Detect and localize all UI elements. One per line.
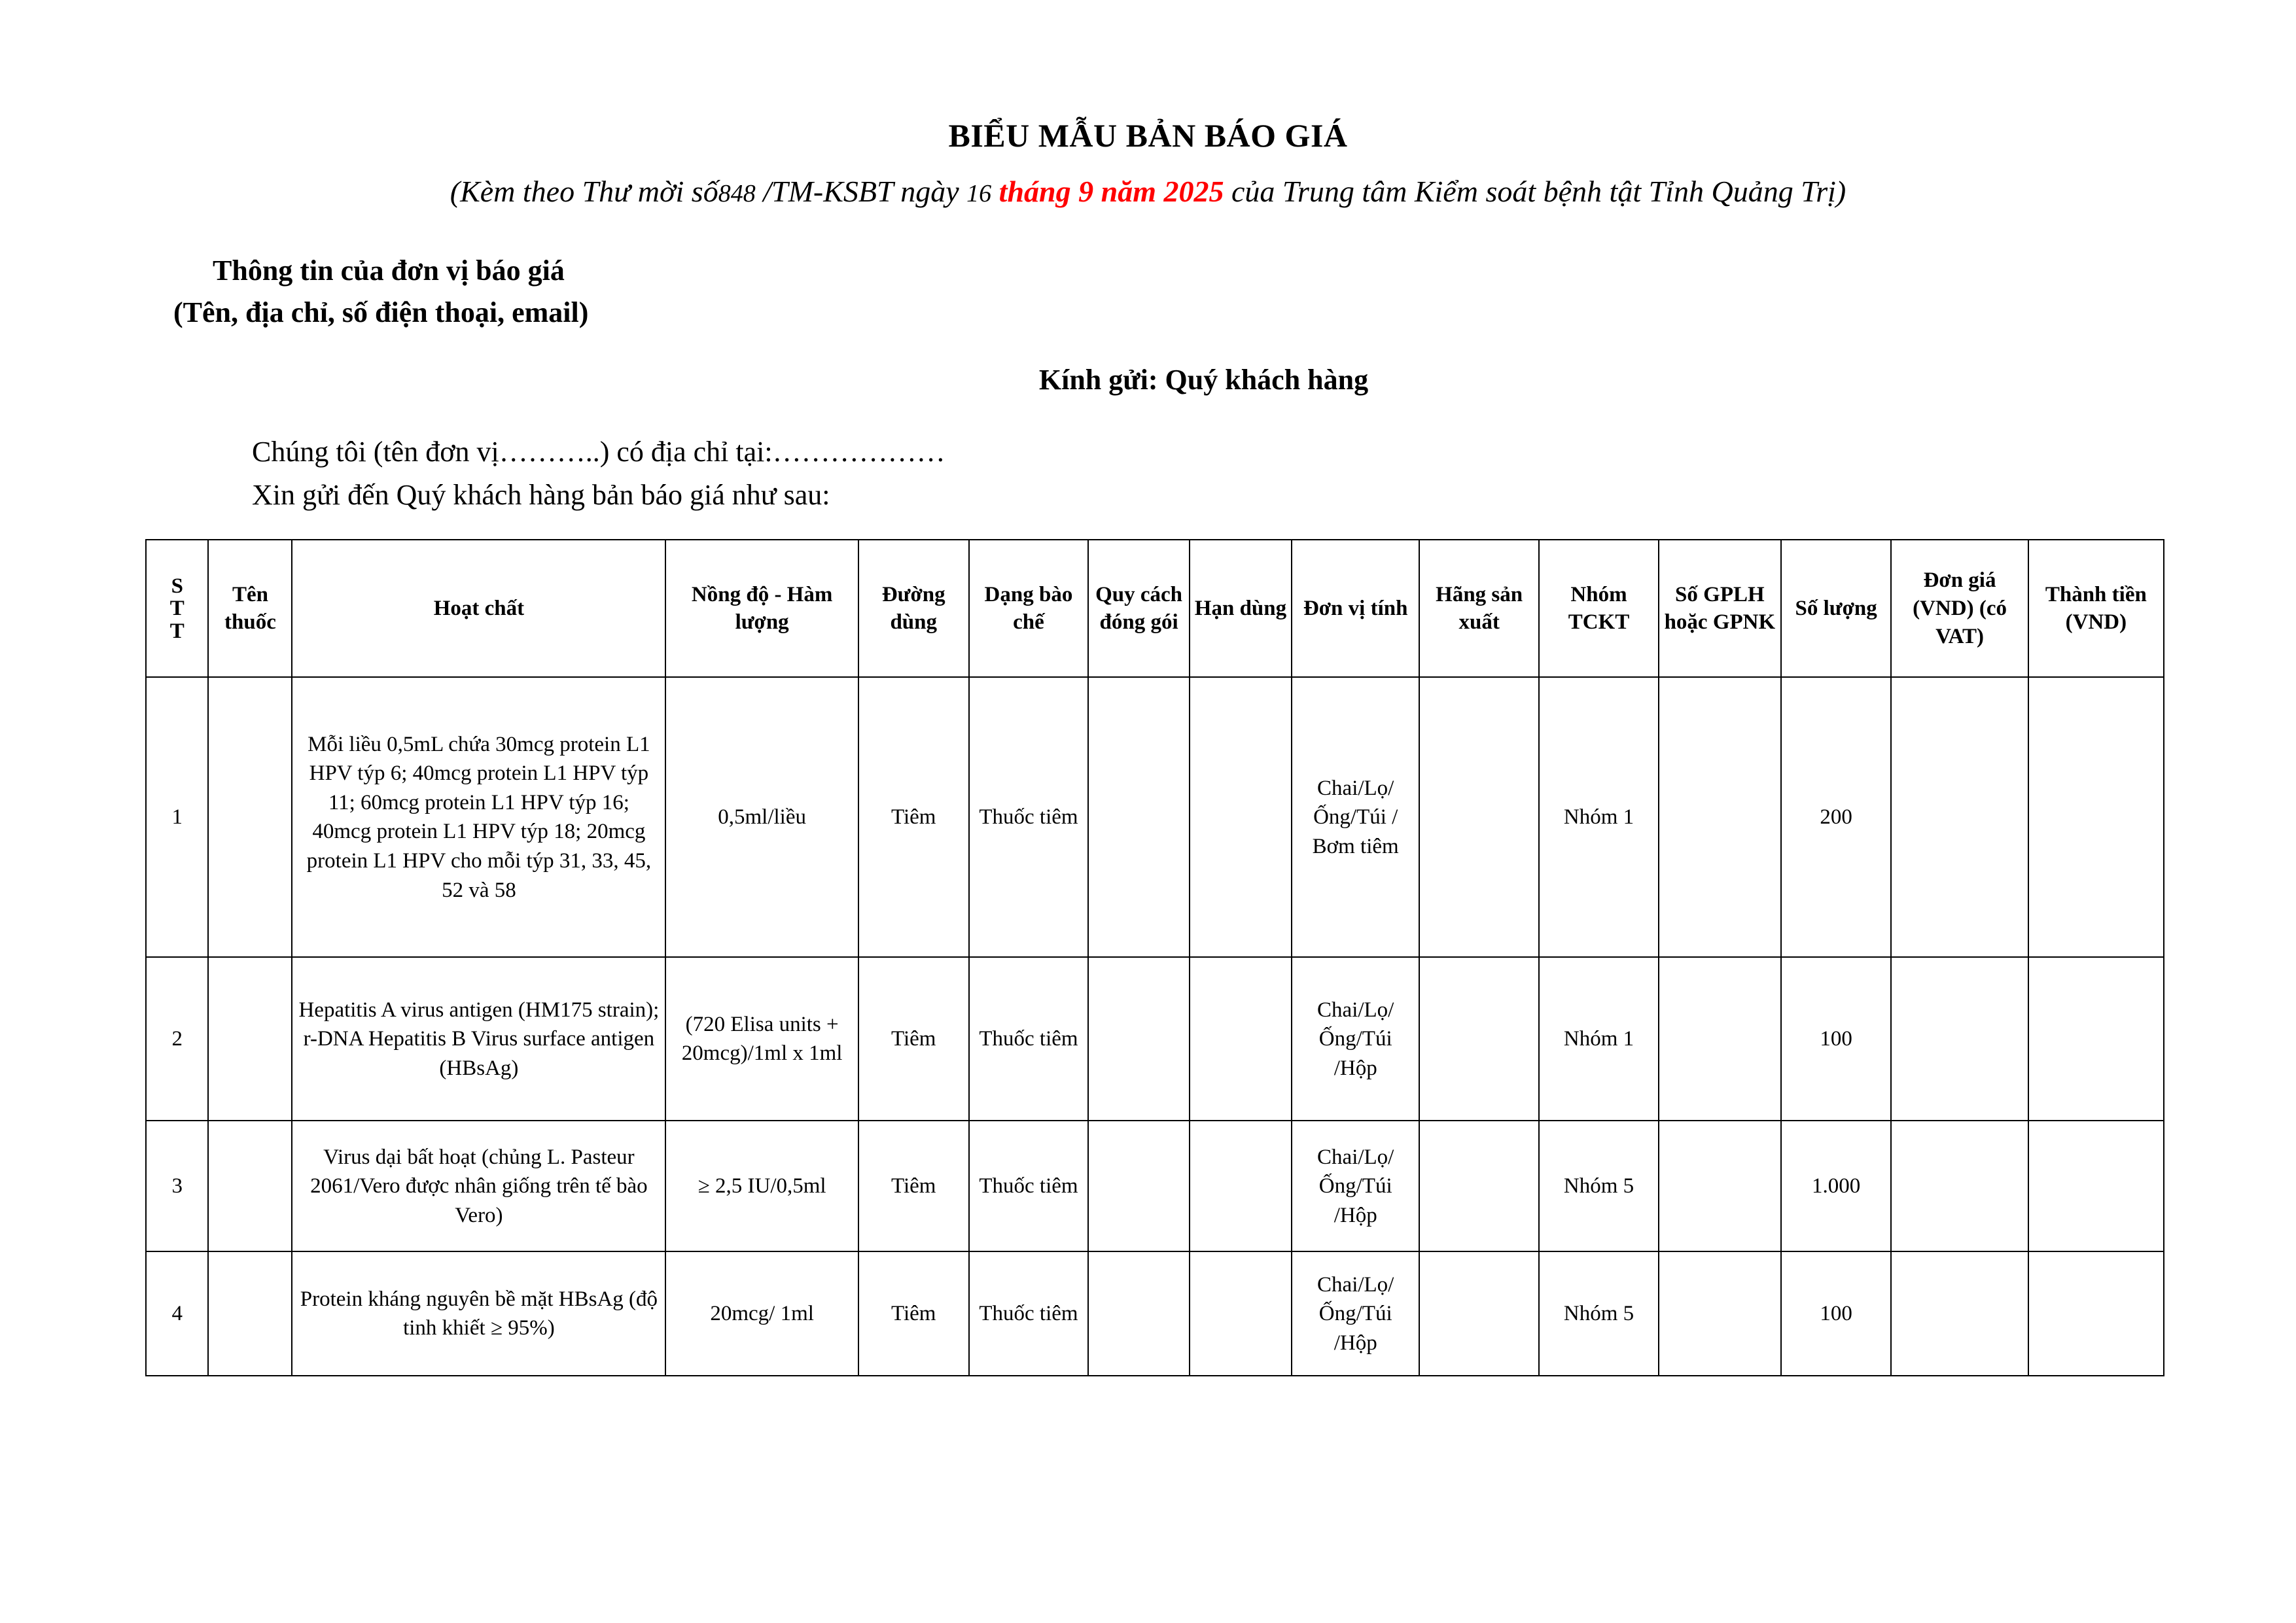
col-header-don-vi-tinh: Đơn vị tính	[1292, 540, 1419, 677]
col-header-hoat-chat: Hoạt chất	[292, 540, 665, 677]
col-header-nong-do: Nồng độ - Hàm lượng	[665, 540, 858, 677]
stt-line-2: T	[169, 597, 185, 621]
col-header-don-gia: Đơn giá (VND) (có VAT)	[1891, 540, 2028, 677]
cell-hang-san-xuat	[1419, 1121, 1539, 1251]
sender-info-block	[0, 209, 2296, 334]
table-row	[146, 957, 2164, 1121]
cell-hoat-chat: Mỗi liều 0,5mL chứa 30mcg protein L1 HPV týp 6; 40mcg protein L1 HPV týp 11; 60mcg protein L1 HPV týp 16; 40mcg protein L1 HPV týp 18; 20mcg protein L1 HPV cho mỗi týp 31, 33, 45, 52 và 58	[292, 677, 665, 957]
quote-table	[145, 539, 2164, 1376]
col-header-han-dung: Hạn dùng	[1190, 540, 1292, 677]
table-body	[146, 677, 2164, 1376]
stt-line-3: T	[169, 619, 185, 643]
cell-dang-bao-che: Thuốc tiêm	[969, 957, 1089, 1121]
cell-ten-thuoc	[208, 1121, 292, 1251]
cell-dang-bao-che: Thuốc tiêm	[969, 677, 1089, 957]
sender-subheading: (Tên, địa chỉ, số điện thoại, email)	[173, 296, 589, 328]
cell-nong-do: 20mcg/ 1ml	[665, 1251, 858, 1376]
cell-duong-dung: Tiêm	[858, 957, 969, 1121]
cell-don-gia	[1891, 1121, 2028, 1251]
cell-so-gplh	[1659, 677, 1781, 957]
cell-han-dung	[1190, 677, 1292, 957]
cell-thanh-tien	[2028, 957, 2164, 1121]
col-header-ten-thuoc: Tên thuốc	[208, 540, 292, 677]
cell-stt: 3	[146, 1121, 208, 1251]
cell-don-vi-tinh: Chai/Lọ/ Ống/Túi /Hộp	[1292, 1121, 1419, 1251]
subtitle-day: 16	[966, 180, 992, 207]
cell-hang-san-xuat	[1419, 1251, 1539, 1376]
cell-duong-dung: Tiêm	[858, 1121, 969, 1251]
table-header	[146, 540, 2164, 677]
subtitle-doc-number: 848	[718, 180, 756, 207]
cell-stt: 4	[146, 1251, 208, 1376]
cell-dang-bao-che: Thuốc tiêm	[969, 1251, 1089, 1376]
cell-don-vi-tinh: Chai/Lọ/ Ống/Túi /Hộp	[1292, 957, 1419, 1121]
intro-line-2: Xin gửi đến Quý khách hàng bản báo giá như sau:	[252, 479, 830, 512]
cell-stt: 2	[146, 957, 208, 1121]
cell-don-gia	[1891, 1251, 2028, 1376]
cell-quy-cach	[1088, 1121, 1189, 1251]
cell-so-gplh	[1659, 1121, 1781, 1251]
quote-table-wrapper	[0, 517, 2296, 1376]
cell-quy-cach	[1088, 957, 1189, 1121]
table-row	[146, 677, 2164, 957]
intro-paragraph	[0, 396, 2296, 517]
cell-so-luong: 1.000	[1781, 1121, 1892, 1251]
cell-thanh-tien	[2028, 1121, 2164, 1251]
cell-so-luong: 100	[1781, 957, 1892, 1121]
subtitle-date-red: tháng 9 năm 2025	[998, 175, 1224, 208]
cell-so-luong: 200	[1781, 677, 1892, 957]
cell-thanh-tien	[2028, 1251, 2164, 1376]
col-header-hang-san-xuat: Hãng sản xuất	[1419, 540, 1539, 677]
sender-heading: Thông tin của đơn vị báo giá	[213, 254, 565, 287]
cell-don-vi-tinh: Chai/Lọ/ Ống/Túi /Hộp	[1292, 1251, 1419, 1376]
cell-hoat-chat: Virus dại bất hoạt (chủng L. Pasteur 2061/Vero được nhân giống trên tế bào Vero)	[292, 1121, 665, 1251]
cell-ten-thuoc	[208, 1251, 292, 1376]
cell-stt: 1	[146, 677, 208, 957]
page-title: BIỂU MẪU BẢN BÁO GIÁ	[948, 117, 1348, 154]
table-row	[146, 1121, 2164, 1251]
stt-line-1: S	[171, 574, 183, 598]
cell-han-dung	[1190, 1121, 1292, 1251]
cell-nong-do: (720 Elisa units + 20mcg)/1ml x 1ml	[665, 957, 858, 1121]
cell-duong-dung: Tiêm	[858, 677, 969, 957]
col-header-so-gplh: Số GPLH hoặc GPNK	[1659, 540, 1781, 677]
table-header-row	[146, 540, 2164, 677]
cell-quy-cach	[1088, 1251, 1189, 1376]
cell-han-dung	[1190, 1251, 1292, 1376]
col-header-stt	[146, 540, 208, 677]
cell-duong-dung: Tiêm	[858, 1251, 969, 1376]
cell-nhom-tckt: Nhóm 5	[1539, 1121, 1659, 1251]
cell-nhom-tckt: Nhóm 1	[1539, 957, 1659, 1121]
subtitle-part-2: /TM-KSBT ngày	[763, 175, 959, 208]
cell-ten-thuoc	[208, 677, 292, 957]
cell-don-gia	[1891, 957, 2028, 1121]
col-header-nhom-tckt: Nhóm TCKT	[1539, 540, 1659, 677]
cell-hang-san-xuat	[1419, 957, 1539, 1121]
cell-hang-san-xuat	[1419, 677, 1539, 957]
cell-so-gplh	[1659, 1251, 1781, 1376]
cell-dang-bao-che: Thuốc tiêm	[969, 1121, 1089, 1251]
cell-nong-do: 0,5ml/liều	[665, 677, 858, 957]
cell-don-vi-tinh: Chai/Lọ/ Ống/Túi / Bơm tiêm	[1292, 677, 1419, 957]
cell-han-dung	[1190, 957, 1292, 1121]
intro-line-1: Chúng tôi (tên đơn vị………..) có địa chỉ tại:………………	[252, 436, 945, 468]
col-header-dang-bao-che: Dạng bào chế	[969, 540, 1089, 677]
cell-thanh-tien	[2028, 677, 2164, 957]
col-header-duong-dung: Đường dùng	[858, 540, 969, 677]
document-subtitle	[0, 154, 2296, 209]
subtitle-part-3: của Trung tâm Kiểm soát bệnh tật Tỉnh Quảng Trị)	[1231, 175, 1846, 208]
col-header-quy-cach: Quy cách đóng gói	[1088, 540, 1189, 677]
cell-nong-do: ≥ 2,5 IU/0,5ml	[665, 1121, 858, 1251]
col-header-thanh-tien: Thành tiền (VND)	[2028, 540, 2164, 677]
cell-don-gia	[1891, 677, 2028, 957]
table-row	[146, 1251, 2164, 1376]
recipient-label: Kính gửi: Quý khách hàng	[1038, 364, 1369, 396]
cell-hoat-chat: Hepatitis A virus antigen (HM175 strain); r-DNA Hepatitis B Virus surface antigen (HBsAg)	[292, 957, 665, 1121]
cell-ten-thuoc	[208, 957, 292, 1121]
cell-so-luong: 100	[1781, 1251, 1892, 1376]
cell-so-gplh	[1659, 957, 1781, 1121]
cell-nhom-tckt: Nhóm 5	[1539, 1251, 1659, 1376]
subtitle-part-1: (Kèm theo Thư mời số	[450, 175, 718, 208]
cell-quy-cach	[1088, 677, 1189, 957]
cell-nhom-tckt: Nhóm 1	[1539, 677, 1659, 957]
cell-hoat-chat: Protein kháng nguyên bề mặt HBsAg (độ tinh khiết ≥ 95%)	[292, 1251, 665, 1376]
col-header-so-luong: Số lượng	[1781, 540, 1892, 677]
